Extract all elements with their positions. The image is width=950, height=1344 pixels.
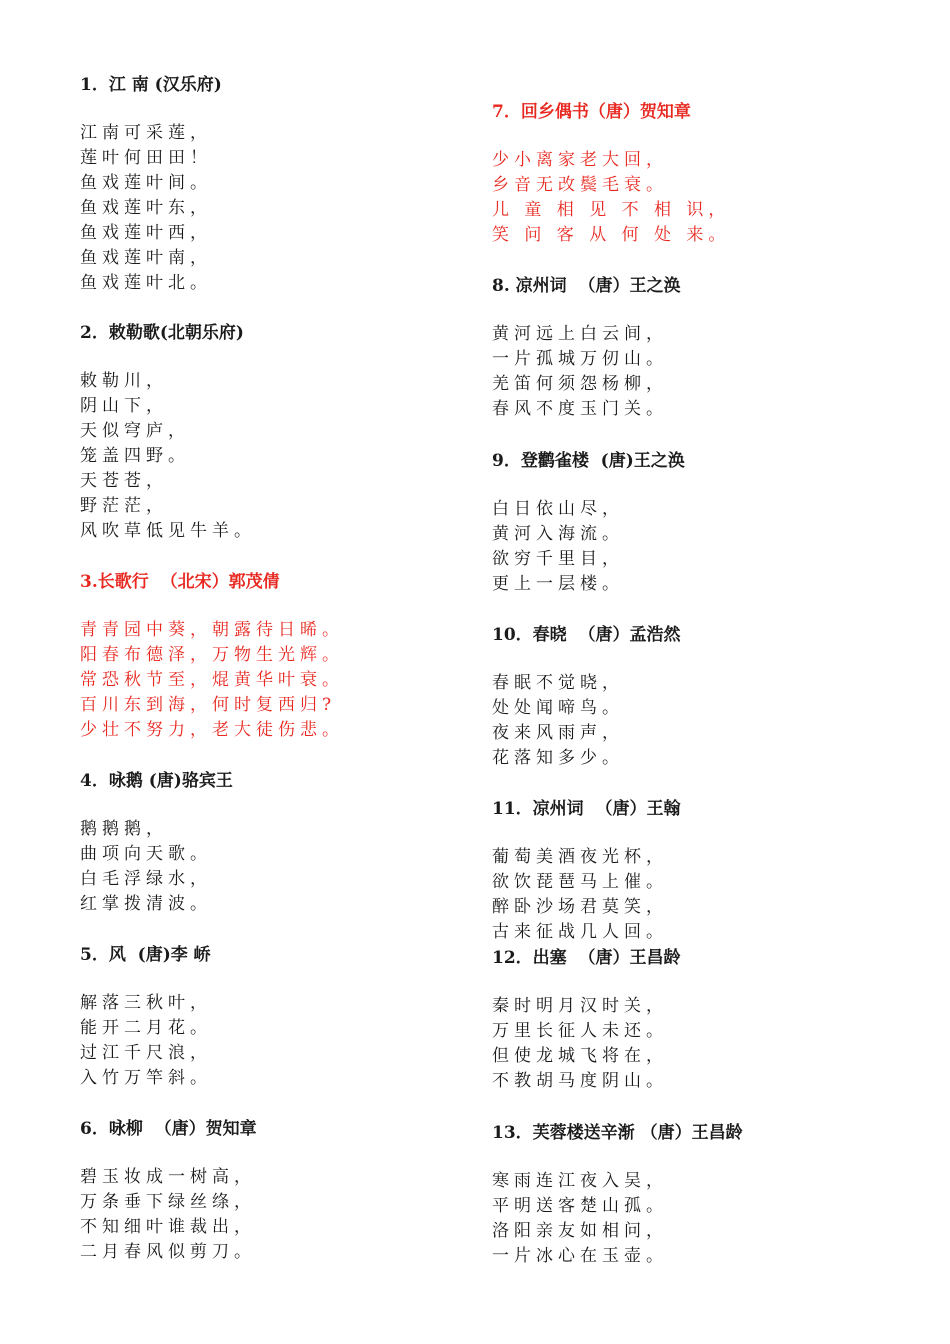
poem-line: 儿 童 相 见 不 相 识， bbox=[492, 200, 731, 220]
poem-block bbox=[492, 449, 912, 597]
poem-line: 青青园中葵，朝露待日晞。 bbox=[80, 620, 344, 640]
poem-line: 不知细叶谁裁出， bbox=[80, 1217, 256, 1237]
poem-title: 5．风 (唐)李 峤 bbox=[80, 945, 211, 965]
poem-block bbox=[492, 946, 912, 1094]
poem-line: 红掌拨清波。 bbox=[80, 894, 212, 914]
poem-lines bbox=[492, 845, 912, 945]
poem-line: 江南可采莲， bbox=[80, 123, 212, 143]
poem-line: 黄河入海流。 bbox=[492, 524, 624, 544]
poem-lines bbox=[492, 322, 912, 422]
poem-line: 不教胡马度阴山。 bbox=[492, 1071, 668, 1091]
poem-line: 阴山下， bbox=[80, 396, 168, 416]
poem-block bbox=[80, 1117, 460, 1265]
poem-line: 花落知多少。 bbox=[492, 748, 624, 768]
poem-block bbox=[492, 623, 912, 771]
poem-line: 羌笛何须怨杨柳， bbox=[492, 374, 668, 394]
poem-line: 白日依山尽， bbox=[492, 499, 624, 519]
poem-line: 欲饮琵琶马上催。 bbox=[492, 872, 668, 892]
poem-line: 但使龙城飞将在， bbox=[492, 1046, 668, 1066]
poem-block bbox=[80, 570, 460, 743]
poem-line: 春眠不觉晓， bbox=[492, 673, 624, 693]
poem-lines bbox=[80, 1165, 460, 1265]
poem-line: 常恐秋节至，焜黄华叶衰。 bbox=[80, 670, 344, 690]
poem-line: 莲叶何田田！ bbox=[80, 148, 212, 168]
poem-block bbox=[80, 769, 460, 917]
poem-line: 一片冰心在玉壶。 bbox=[492, 1246, 668, 1266]
poem-line: 秦时明月汉时关， bbox=[492, 996, 668, 1016]
poem-line: 万条垂下绿丝绦， bbox=[80, 1192, 256, 1212]
poem-line: 乡音无改鬓毛衰。 bbox=[492, 175, 668, 195]
poem-line: 春风不度玉门关。 bbox=[492, 399, 668, 419]
poem-line: 天苍苍， bbox=[80, 471, 168, 491]
poem-lines bbox=[492, 148, 912, 248]
poem-line: 碧玉妆成一树高， bbox=[80, 1167, 256, 1187]
poem-block bbox=[80, 321, 460, 544]
poem-title: 1．江 南 (汉乐府) bbox=[80, 75, 222, 95]
poem-lines bbox=[80, 369, 460, 544]
poem-line: 曲项向天歌。 bbox=[80, 844, 212, 864]
poem-title: 4．咏鹅 (唐)骆宾王 bbox=[80, 771, 233, 791]
poem-line: 少小离家老大回， bbox=[492, 150, 668, 170]
poem-block bbox=[80, 943, 460, 1091]
poem-line: 洛阳亲友如相问， bbox=[492, 1221, 668, 1241]
poem-line: 二月春风似剪刀。 bbox=[80, 1242, 256, 1262]
poem-block bbox=[492, 274, 912, 422]
poem-lines bbox=[80, 618, 460, 743]
poem-title: 9．登鹳雀楼 (唐)王之涣 bbox=[492, 451, 685, 471]
poem-line: 鱼戏莲叶东， bbox=[80, 198, 212, 218]
poem-lines bbox=[80, 121, 460, 296]
poem-line: 欲穷千里目， bbox=[492, 549, 624, 569]
poem-line: 百川东到海，何时复西归? bbox=[80, 695, 337, 715]
poem-line: 醉卧沙场君莫笑， bbox=[492, 897, 668, 917]
poem-line: 入竹万竿斜。 bbox=[80, 1068, 212, 1088]
poem-block bbox=[492, 1121, 912, 1269]
poem-line: 野茫茫， bbox=[80, 496, 168, 516]
poem-lines bbox=[492, 994, 912, 1094]
poem-block bbox=[492, 797, 912, 945]
poem-line: 笑 问 客 从 何 处 来。 bbox=[492, 225, 731, 245]
poem-lines bbox=[80, 991, 460, 1091]
poem-title: 12．出塞 （唐）王昌龄 bbox=[492, 948, 681, 968]
poem-title: 8. 凉州词 （唐）王之涣 bbox=[492, 276, 681, 296]
poem-title: 11．凉州词 （唐）王翰 bbox=[492, 799, 681, 819]
poem-block bbox=[492, 100, 912, 248]
poem-lines bbox=[492, 671, 912, 771]
poem-line: 一片孤城万仞山。 bbox=[492, 349, 668, 369]
poem-line: 古来征战几人回。 bbox=[492, 922, 668, 942]
poem-title: 13．芙蓉楼送辛渐 （唐）王昌龄 bbox=[492, 1123, 743, 1143]
poem-line: 过江千尺浪， bbox=[80, 1043, 212, 1063]
poem-line: 阳春布德泽，万物生光辉。 bbox=[80, 645, 344, 665]
poem-line: 能开二月花。 bbox=[80, 1018, 212, 1038]
poem-line: 鱼戏莲叶西， bbox=[80, 223, 212, 243]
poem-line: 万里长征人未还。 bbox=[492, 1021, 668, 1041]
poem-line: 寒雨连江夜入吴， bbox=[492, 1171, 668, 1191]
poem-line: 夜来风雨声， bbox=[492, 723, 624, 743]
poem-line: 天似穹庐， bbox=[80, 421, 190, 441]
poem-line: 处处闻啼鸟。 bbox=[492, 698, 624, 718]
poem-line: 解落三秋叶， bbox=[80, 993, 212, 1013]
poem-lines bbox=[80, 817, 460, 917]
poem-line: 更上一层楼。 bbox=[492, 574, 624, 594]
poem-line: 鱼戏莲叶南， bbox=[80, 248, 212, 268]
poem-line: 葡萄美酒夜光杯， bbox=[492, 847, 668, 867]
poem-line: 鱼戏莲叶北。 bbox=[80, 273, 212, 293]
poem-line: 敕勒川， bbox=[80, 371, 168, 391]
poem-lines bbox=[492, 1169, 912, 1269]
poem-line: 鱼戏莲叶间。 bbox=[80, 173, 212, 193]
poem-line: 少壮不努力，老大徒伤悲。 bbox=[80, 720, 344, 740]
poem-block bbox=[80, 73, 460, 296]
poem-title: 3.长歌行 （北宋）郭茂倩 bbox=[80, 572, 280, 592]
poem-title: 6．咏柳 （唐）贺知章 bbox=[80, 1119, 257, 1139]
poem-line: 白毛浮绿水， bbox=[80, 869, 212, 889]
poem-line: 黄河远上白云间， bbox=[492, 324, 668, 344]
poem-line: 笼盖四野。 bbox=[80, 446, 190, 466]
poem-title: 2．敕勒歌(北朝乐府) bbox=[80, 323, 244, 343]
poem-line: 风吹草低见牛羊。 bbox=[80, 521, 256, 541]
poem-title: 10．春晓 （唐）孟浩然 bbox=[492, 625, 681, 645]
poem-line: 平明送客楚山孤。 bbox=[492, 1196, 668, 1216]
poem-line: 鹅鹅鹅， bbox=[80, 819, 168, 839]
poem-lines bbox=[492, 497, 912, 597]
poem-title: 7．回乡偶书（唐）贺知章 bbox=[492, 102, 691, 122]
